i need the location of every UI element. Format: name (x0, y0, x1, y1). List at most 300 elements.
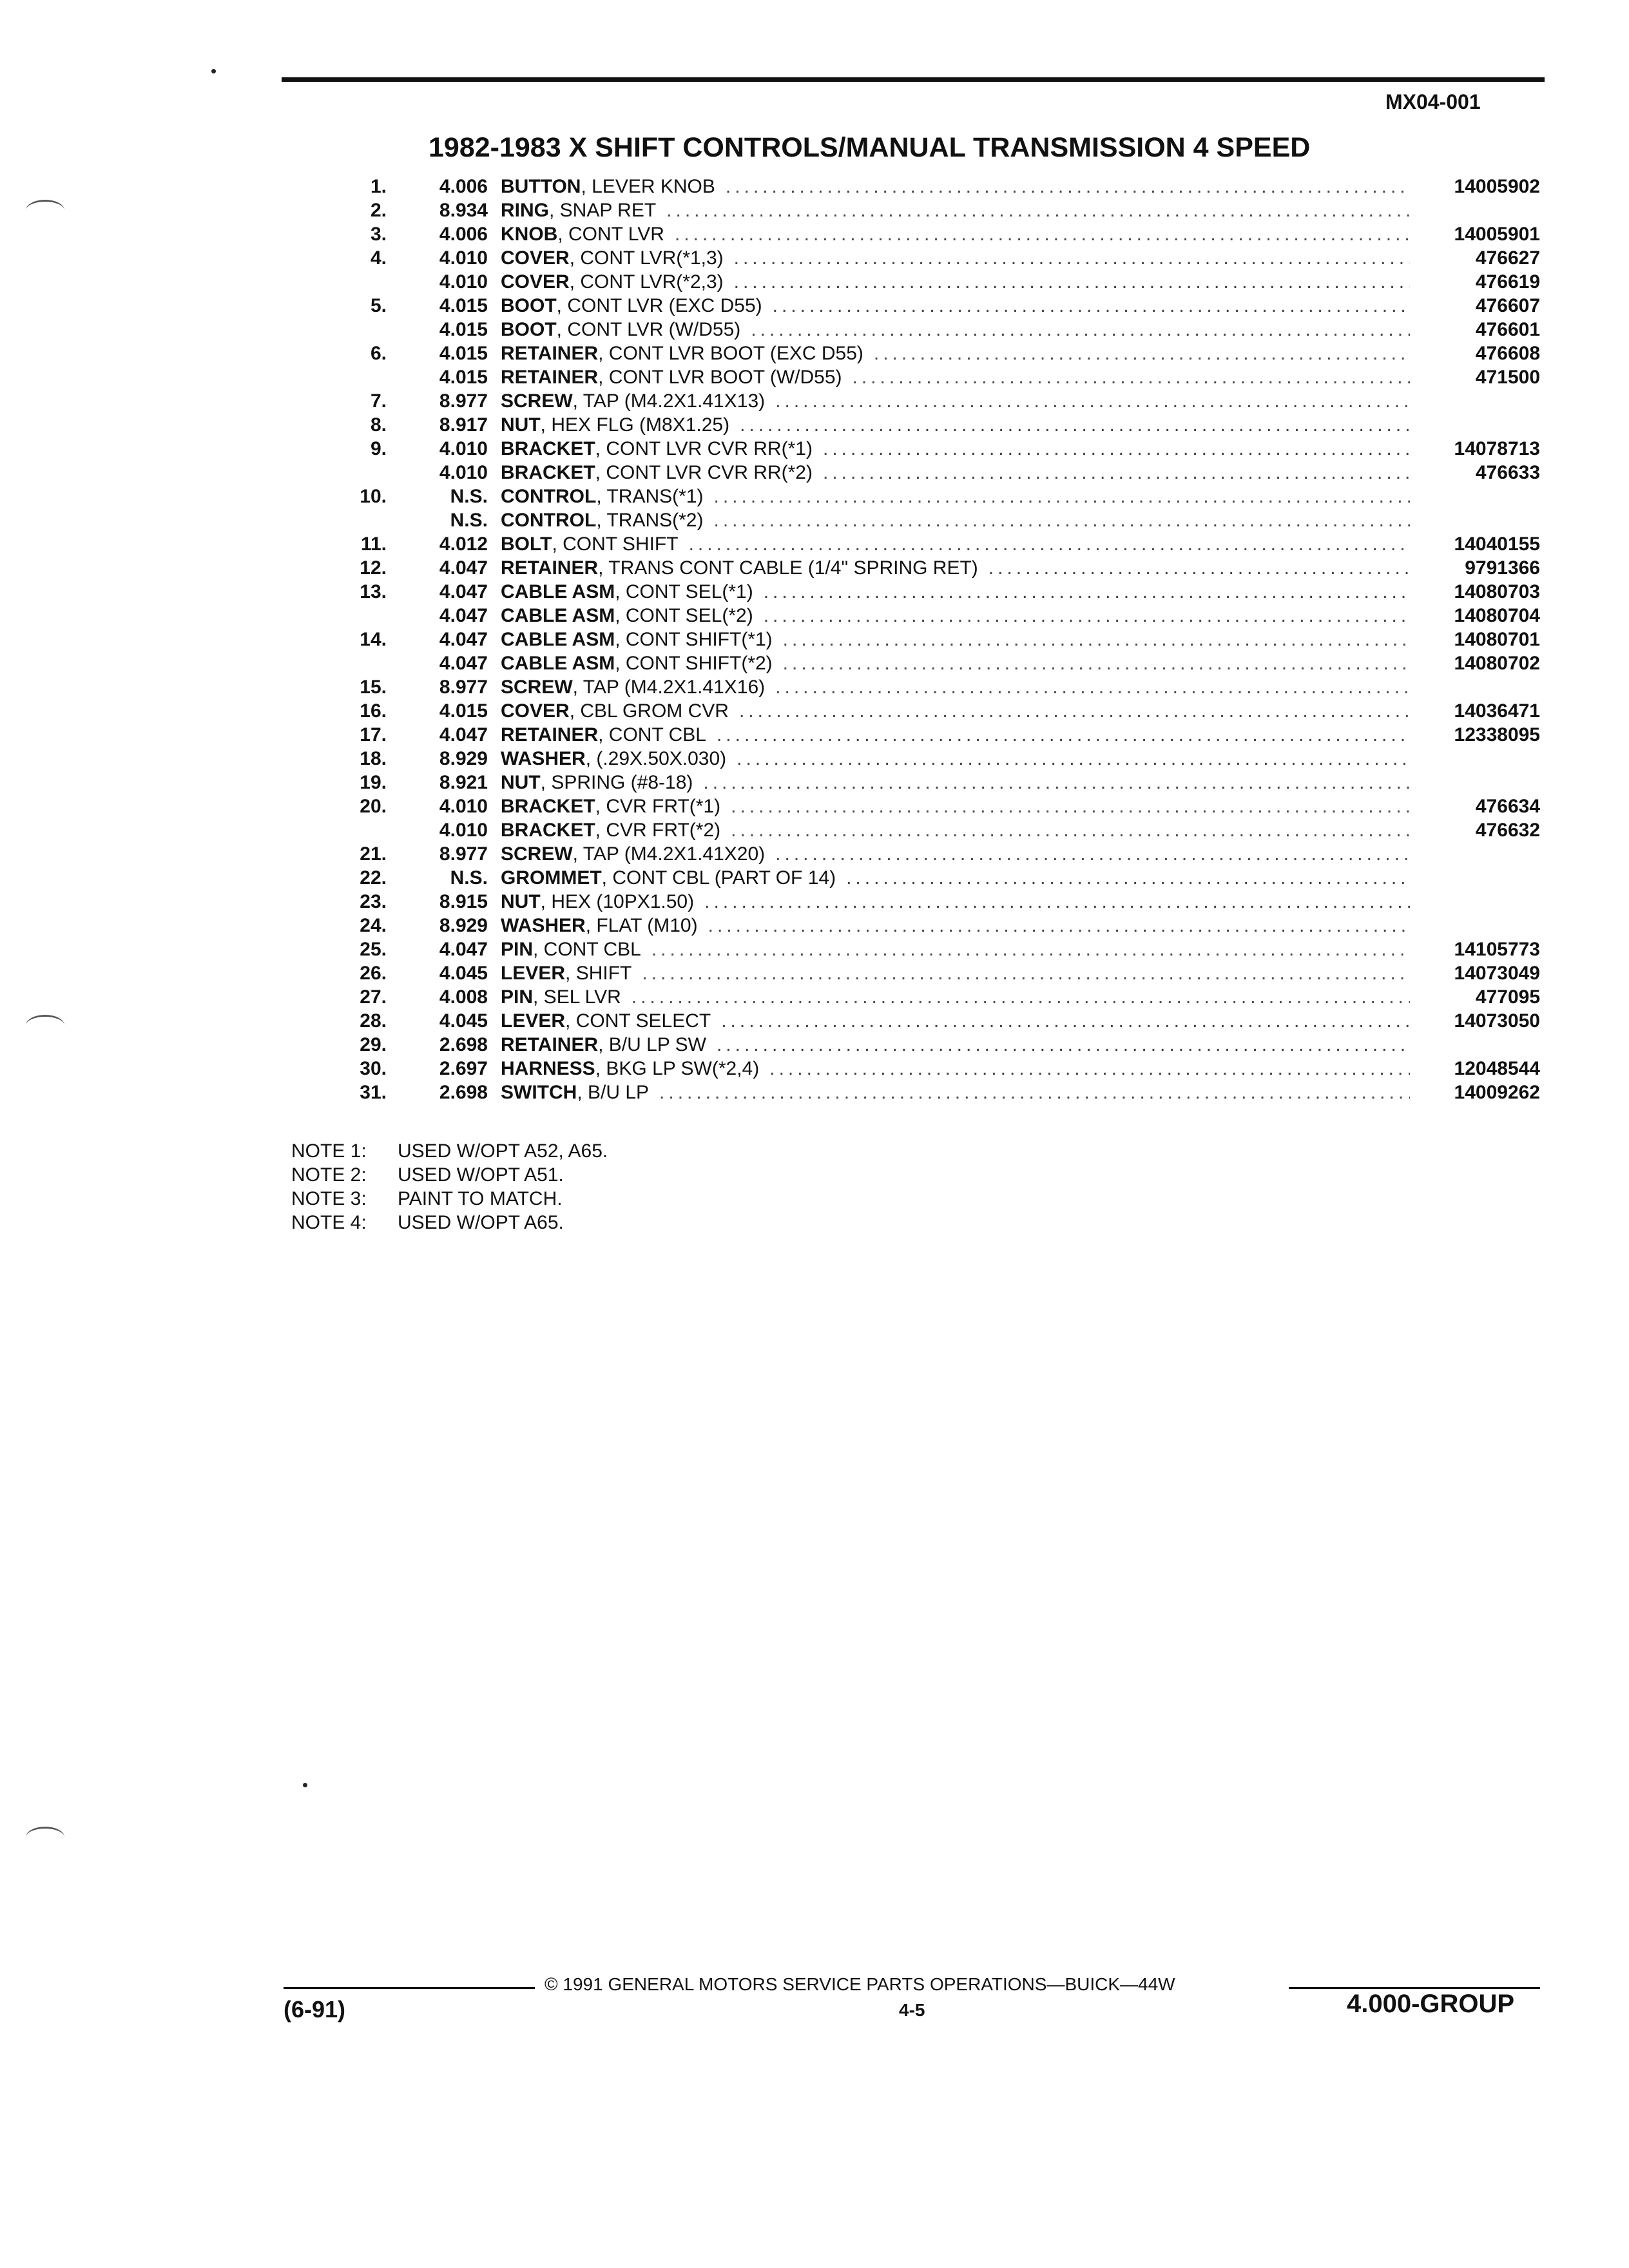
part-detail: , (.29X.50X.030) (585, 748, 727, 769)
dot-leader (704, 890, 1410, 914)
part-detail: , CONT LVR (EXC D55) (556, 295, 762, 316)
part-number: 14073049 (1454, 963, 1540, 984)
part-detail: , HEX (10PX1.50) (540, 891, 695, 912)
part-group-code: 2.698 (439, 1082, 488, 1103)
part-group-code: 4.047 (439, 653, 488, 674)
part-row (335, 246, 1540, 270)
part-group-code: 8.929 (439, 915, 488, 936)
part-ref-number: 23. (360, 891, 387, 912)
part-ref-number: 14. (360, 629, 387, 650)
note-text: PAINT TO MATCH. (398, 1188, 563, 1209)
part-description (488, 413, 1418, 437)
part-group-code: 4.047 (439, 939, 488, 960)
part-description (488, 1057, 1418, 1081)
dot-leader (689, 532, 1410, 556)
dot-leader (775, 389, 1410, 413)
part-number: 476607 (1475, 295, 1540, 316)
part-group-code: 8.977 (439, 843, 488, 865)
part-group-code: 8.917 (439, 414, 488, 436)
parts-list (335, 175, 1540, 1104)
note-label: NOTE 4: (291, 1212, 367, 1233)
part-description (488, 175, 1418, 198)
part-number: 12048544 (1454, 1058, 1540, 1079)
part-detail: , B/U LP (577, 1082, 650, 1103)
dot-leader (713, 508, 1410, 532)
part-detail: , CONT LVR(*2,3) (569, 271, 724, 293)
part-row (335, 175, 1540, 198)
part-description (488, 985, 1418, 1009)
dot-leader (713, 485, 1410, 508)
dot-leader (764, 604, 1410, 628)
part-name: RETAINER (501, 343, 599, 364)
part-detail: , B/U LP SW (598, 1034, 706, 1055)
part-name: BOOT (501, 295, 557, 316)
part-group-code: N.S. (450, 510, 488, 531)
part-name: RETAINER (501, 367, 599, 388)
part-name: BRACKET (501, 820, 595, 841)
part-row (335, 818, 1540, 842)
part-group-code: 4.006 (439, 224, 488, 245)
part-description (488, 937, 1418, 961)
part-row (335, 842, 1540, 866)
part-row (335, 532, 1540, 556)
note-label: NOTE 2: (291, 1164, 367, 1186)
header-rule (282, 77, 1545, 82)
part-group-code: 8.977 (439, 390, 488, 412)
part-detail: , SEL LVR (533, 986, 621, 1008)
part-name: BRACKET (501, 796, 595, 817)
part-description (488, 890, 1418, 914)
part-description (488, 556, 1418, 580)
part-number: 14040155 (1454, 533, 1540, 555)
dot-leader (659, 1081, 1410, 1104)
part-number: 12338095 (1454, 724, 1540, 745)
part-row (335, 270, 1540, 294)
note-label: NOTE 3: (291, 1188, 367, 1209)
part-row (335, 341, 1540, 365)
part-group-code: 4.047 (439, 581, 488, 602)
part-ref-number: 5. (370, 295, 387, 316)
dot-leader (783, 628, 1410, 651)
dot-leader (988, 556, 1410, 580)
part-ref-number: 2. (370, 200, 387, 221)
part-group-code: 4.047 (439, 724, 488, 745)
part-name: COVER (501, 700, 570, 722)
part-name: KNOB (501, 224, 558, 245)
part-ref-number: 19. (360, 772, 387, 793)
part-description (488, 365, 1418, 389)
part-row (335, 580, 1540, 604)
part-name: CONTROL (501, 510, 597, 531)
part-ref-number: 3. (370, 224, 387, 245)
part-description (488, 270, 1418, 294)
part-group-code: 4.015 (439, 367, 488, 388)
part-number: 477095 (1475, 986, 1540, 1008)
part-description (488, 651, 1418, 675)
part-row (335, 1057, 1540, 1081)
part-detail: , LEVER KNOB (581, 176, 715, 197)
part-ref-number: 29. (360, 1034, 387, 1055)
dot-leader (846, 866, 1410, 890)
part-ref-number: 17. (360, 724, 387, 745)
part-row (335, 747, 1540, 771)
part-group-code: N.S. (450, 867, 488, 889)
part-group-code: 4.047 (439, 629, 488, 650)
part-row (335, 485, 1540, 508)
part-ref-number: 25. (360, 939, 387, 960)
dot-leader (739, 699, 1410, 723)
part-ref-number: 16. (360, 700, 387, 722)
part-name: RING (501, 200, 549, 221)
part-number: 14009262 (1454, 1082, 1540, 1103)
part-ref-number: 10. (360, 486, 387, 507)
part-description (488, 604, 1418, 628)
part-group-code: 4.010 (439, 271, 488, 293)
part-name: BOLT (501, 533, 552, 555)
part-row (335, 294, 1540, 318)
part-description (488, 318, 1418, 341)
part-detail: , CONT LVR CVR RR(*2) (595, 462, 813, 483)
part-description (488, 198, 1418, 222)
part-name: NUT (501, 772, 541, 793)
part-name: HARNESS (501, 1058, 595, 1079)
part-detail: , CONT SHIFT (552, 533, 679, 555)
part-detail: , TRANS(*2) (596, 510, 704, 531)
part-row (335, 628, 1540, 651)
part-ref-number: 9. (370, 438, 387, 459)
part-name: COVER (501, 271, 570, 293)
part-row (335, 914, 1540, 937)
part-name: CABLE ASM (501, 605, 615, 626)
part-name: NUT (501, 414, 541, 436)
part-detail: , CONT CBL (PART OF 14) (601, 867, 836, 889)
dot-leader (675, 222, 1410, 246)
scan-edge-mark (26, 1015, 64, 1036)
dot-leader (853, 365, 1410, 389)
part-name: RETAINER (501, 1034, 599, 1055)
part-detail: , TRANS(*1) (596, 486, 704, 507)
note-row (291, 1187, 608, 1211)
part-number: 14036471 (1454, 700, 1540, 722)
part-number: 476633 (1475, 462, 1540, 483)
dot-leader (823, 461, 1410, 485)
dot-leader (783, 651, 1410, 675)
part-group-code: 4.045 (439, 1010, 488, 1032)
note-text: USED W/OPT A65. (398, 1212, 564, 1233)
part-detail: , CBL GROM CVR (569, 700, 729, 722)
dot-leader (769, 1057, 1410, 1081)
dot-leader (740, 413, 1410, 437)
part-description (488, 723, 1418, 747)
dot-leader (775, 842, 1410, 866)
part-ref-number: 13. (360, 581, 387, 602)
part-description (488, 580, 1418, 604)
part-name: CABLE ASM (501, 629, 615, 650)
note-text: USED W/OPT A52, A65. (398, 1140, 608, 1162)
part-detail: , SNAP RET (549, 200, 657, 221)
part-detail: , TRANS CONT CABLE (1/4" SPRING RET) (598, 557, 978, 579)
part-ref-number: 4. (370, 247, 387, 269)
part-detail: , CVR FRT(*1) (595, 796, 721, 817)
part-row (335, 723, 1540, 747)
part-group-code: 4.045 (439, 963, 488, 984)
dot-leader (737, 747, 1410, 771)
dot-leader (775, 675, 1410, 699)
part-detail: , CONT SELECT (565, 1010, 711, 1032)
part-name: LEVER (501, 963, 566, 984)
part-ref-number: 20. (360, 796, 387, 817)
part-description (488, 1081, 1418, 1104)
part-group-code: 4.047 (439, 605, 488, 626)
part-number: 476601 (1475, 319, 1540, 340)
part-number: 471500 (1475, 367, 1540, 388)
part-group-code: 4.010 (439, 438, 488, 459)
part-name: BUTTON (501, 176, 581, 197)
part-row (335, 937, 1540, 961)
part-row (335, 198, 1540, 222)
part-detail: , FLAT (M10) (585, 915, 698, 936)
part-description (488, 294, 1418, 318)
part-row (335, 890, 1540, 914)
dot-leader (651, 937, 1410, 961)
part-detail: , SPRING (#8-18) (540, 772, 693, 793)
part-detail: , CONT SHIFT(*1) (615, 629, 773, 650)
part-name: COVER (501, 247, 570, 269)
part-detail: , CONT LVR BOOT (EXC D55) (598, 343, 863, 364)
part-name: BRACKET (501, 462, 595, 483)
part-ref-number: 1. (370, 176, 387, 197)
part-group-code: 4.015 (439, 700, 488, 722)
part-name: BRACKET (501, 438, 595, 459)
part-row (335, 1009, 1540, 1033)
scan-speck (303, 1783, 307, 1787)
part-detail: , SHIFT (565, 963, 632, 984)
part-group-code: 2.697 (439, 1058, 488, 1079)
part-group-code: 4.047 (439, 557, 488, 579)
part-ref-number: 21. (360, 843, 387, 865)
note-row (291, 1139, 608, 1163)
dot-leader (773, 294, 1410, 318)
part-description (488, 818, 1418, 842)
part-name: WASHER (501, 748, 586, 769)
part-group-code: 4.010 (439, 820, 488, 841)
part-description (488, 485, 1418, 508)
scan-edge-mark (26, 1827, 64, 1848)
part-group-code: 4.015 (439, 343, 488, 364)
part-number: 14080703 (1454, 581, 1540, 602)
dot-leader (631, 985, 1410, 1009)
part-name: CABLE ASM (501, 581, 615, 602)
scan-edge-mark (26, 200, 64, 221)
part-description (488, 222, 1418, 246)
part-description (488, 866, 1418, 890)
part-number: 14080704 (1454, 605, 1540, 626)
part-detail: , BKG LP SW(*2,4) (595, 1058, 760, 1079)
part-description (488, 437, 1418, 461)
part-name: PIN (501, 986, 534, 1008)
part-row (335, 222, 1540, 246)
dot-leader (721, 1009, 1410, 1033)
group-label: 4.000-GROUP (1347, 1990, 1515, 2018)
part-detail: , CONT CBL (598, 724, 706, 745)
part-row (335, 1081, 1540, 1104)
part-ref-number: 28. (360, 1010, 387, 1032)
part-row (335, 413, 1540, 437)
part-description (488, 914, 1418, 937)
part-row (335, 437, 1540, 461)
part-detail: , CONT LVR BOOT (W/D55) (598, 367, 842, 388)
part-number: 14078713 (1454, 438, 1540, 459)
part-description (488, 771, 1418, 794)
part-row (335, 1033, 1540, 1057)
part-name: CONTROL (501, 486, 597, 507)
scan-speck (211, 69, 216, 73)
dot-leader (703, 771, 1410, 794)
part-detail: , CONT LVR (557, 224, 664, 245)
note-label: NOTE 1: (291, 1140, 367, 1162)
part-description (488, 794, 1418, 818)
part-name: NUT (501, 891, 541, 912)
part-detail: , CVR FRT(*2) (595, 820, 721, 841)
part-row (335, 985, 1540, 1009)
dot-leader (731, 818, 1410, 842)
part-detail: , CONT LVR(*1,3) (569, 247, 724, 269)
part-number: 476627 (1475, 247, 1540, 269)
part-detail: , CONT SEL(*1) (615, 581, 753, 602)
dot-leader (717, 1033, 1410, 1057)
part-number: 14005902 (1454, 176, 1540, 197)
part-description (488, 508, 1418, 532)
copyright-line: © 1991 GENERAL MOTORS SERVICE PARTS OPERATIONS—BUICK—44W (545, 1974, 1175, 1994)
page-title: 1982-1983 X SHIFT CONTROLS/MANUAL TRANSMISSION 4 SPEED (429, 132, 1311, 163)
note-text: USED W/OPT A51. (398, 1164, 564, 1186)
part-group-code: 2.698 (439, 1034, 488, 1055)
note-row (291, 1163, 608, 1187)
part-ref-number: 18. (360, 748, 387, 769)
part-ref-number: 24. (360, 915, 387, 936)
part-number: 14073050 (1454, 1010, 1540, 1032)
part-row (335, 318, 1540, 341)
part-description (488, 341, 1418, 365)
part-name: SCREW (501, 843, 573, 865)
part-group-code: 4.010 (439, 462, 488, 483)
part-row (335, 508, 1540, 532)
part-detail: , CONT CBL (533, 939, 641, 960)
part-ref-number: 8. (370, 414, 387, 436)
part-row (335, 699, 1540, 723)
part-ref-number: 7. (370, 390, 387, 412)
part-name: LEVER (501, 1010, 566, 1032)
part-group-code: 4.015 (439, 295, 488, 316)
dot-leader (717, 723, 1410, 747)
part-group-code: 8.929 (439, 748, 488, 769)
part-name: RETAINER (501, 557, 599, 579)
part-description (488, 389, 1418, 413)
part-name: PIN (501, 939, 534, 960)
part-row (335, 794, 1540, 818)
part-description (488, 1033, 1418, 1057)
part-number: 476619 (1475, 271, 1540, 293)
dot-leader (726, 175, 1410, 198)
notes-list (291, 1139, 608, 1235)
part-detail: , TAP (M4.2X1.41X13) (572, 390, 766, 412)
part-row (335, 651, 1540, 675)
dot-leader (734, 270, 1410, 294)
footer-rule-left (284, 1987, 535, 1989)
document-code: MX04-001 (1385, 90, 1481, 113)
part-row (335, 675, 1540, 699)
part-ref-number: 11. (360, 533, 387, 555)
part-number: 14080702 (1454, 653, 1540, 674)
part-description (488, 628, 1418, 651)
part-group-code: 4.010 (439, 796, 488, 817)
part-description (488, 246, 1418, 270)
part-ref-number: 15. (360, 677, 387, 698)
part-row (335, 389, 1540, 413)
part-group-code: 8.921 (439, 772, 488, 793)
part-number: 476632 (1475, 820, 1540, 841)
part-name: WASHER (501, 915, 586, 936)
dot-leader (751, 318, 1410, 341)
dot-leader (708, 914, 1410, 937)
part-group-code: N.S. (450, 486, 488, 507)
part-ref-number: 22. (360, 867, 387, 889)
part-name: SCREW (501, 677, 573, 698)
part-group-code: 8.934 (439, 200, 488, 221)
part-group-code: 8.977 (439, 677, 488, 698)
part-ref-number: 27. (360, 986, 387, 1008)
part-number: 14080701 (1454, 629, 1540, 650)
part-row (335, 556, 1540, 580)
dot-leader (764, 580, 1410, 604)
dot-leader (734, 246, 1410, 270)
part-name: GROMMET (501, 867, 602, 889)
dot-leader (642, 961, 1410, 985)
part-description (488, 747, 1418, 771)
part-detail: , TAP (M4.2X1.41X20) (572, 843, 766, 865)
part-row (335, 604, 1540, 628)
part-row (335, 866, 1540, 890)
part-ref-number: 12. (360, 557, 387, 579)
part-name: SCREW (501, 390, 573, 412)
part-number: 14105773 (1454, 939, 1540, 960)
dot-leader (731, 794, 1410, 818)
page-number: 4-5 (899, 2000, 925, 2020)
part-row (335, 961, 1540, 985)
part-ref-number: 6. (370, 343, 387, 364)
part-description (488, 675, 1418, 699)
part-description (488, 961, 1418, 985)
part-row (335, 461, 1540, 485)
part-number: 14005901 (1454, 224, 1540, 245)
revision-date: (6-91) (284, 1996, 346, 2023)
part-ref-number: 26. (360, 963, 387, 984)
part-group-code: 4.012 (439, 533, 488, 555)
part-description (488, 1009, 1418, 1033)
part-detail: , CONT SHIFT(*2) (615, 653, 773, 674)
part-detail: , CONT SEL(*2) (615, 605, 753, 626)
part-detail: , HEX FLG (M8X1.25) (540, 414, 730, 436)
dot-leader (666, 198, 1410, 222)
part-number: 476634 (1475, 796, 1540, 817)
part-detail: , TAP (M4.2X1.41X16) (572, 677, 766, 698)
part-detail: , CONT LVR (W/D55) (556, 319, 741, 340)
part-name: RETAINER (501, 724, 599, 745)
part-group-code: 8.915 (439, 891, 488, 912)
dot-leader (823, 437, 1410, 461)
part-description (488, 842, 1418, 866)
part-group-code: 4.015 (439, 319, 488, 340)
